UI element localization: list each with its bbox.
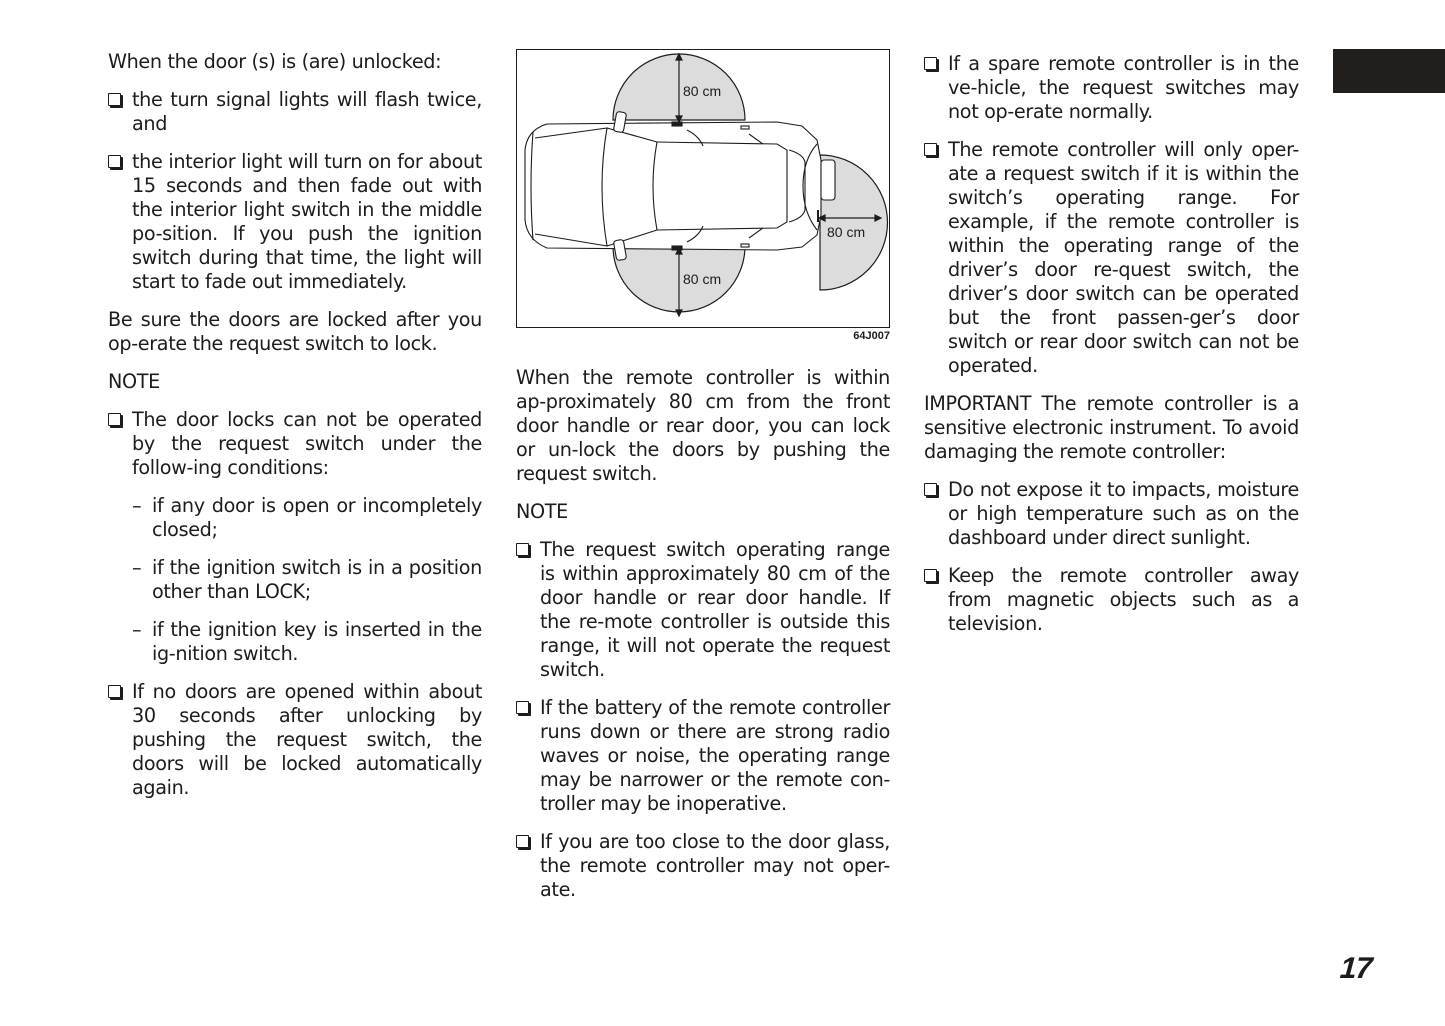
range-label-rear: 80 cm bbox=[827, 224, 866, 240]
page-number: 17 bbox=[1338, 952, 1373, 985]
column-2 bbox=[516, 366, 890, 916]
important-notice: IMPORTANT The remote controller is a sensitive electronic instrument. To avoid damaging the remote controller: bbox=[924, 392, 1299, 463]
list-item: The remote controller will only oper-ate a request switch if it is within the switch’s operating range. For example, if the remote controller is within the operating range of the driver’s door re-quest switch, the driver’s door switch can be operated but the front passen-ger’s door switch or rear door switch can not be operated. bbox=[924, 138, 1299, 378]
checkbox-bullet-icon bbox=[924, 483, 937, 496]
checkbox-bullet-icon bbox=[108, 413, 121, 426]
list-item: the interior light will turn on for about 15 seconds and then fade out with the interior light switch in the middle po-sition. If you push the ignition switch during that time, the light will start to fade out immediately. bbox=[108, 150, 482, 294]
dash-icon: – bbox=[132, 556, 142, 579]
car-top-view-illustration bbox=[517, 50, 889, 327]
checkbox-bullet-icon bbox=[516, 701, 529, 714]
list-item: If a spare remote controller is in the ve-hicle, the request switches may not op-erate normally. bbox=[924, 52, 1299, 124]
dash-icon: – bbox=[132, 618, 142, 641]
section-tab-marker bbox=[1333, 49, 1445, 93]
note-heading: NOTE bbox=[108, 370, 160, 393]
column-1 bbox=[108, 50, 482, 814]
checkbox-bullet-icon bbox=[924, 569, 937, 582]
list-item: Do not expose it to impacts, moisture or high temperature such as on the dashboard under direct sunlight. bbox=[924, 478, 1299, 550]
list-item: If the battery of the remote controller runs down or there are strong radio waves or noise, the operating range may be narrower or the remote con-troller may be inoperative. bbox=[516, 696, 890, 816]
checkbox-bullet-icon bbox=[108, 93, 121, 106]
range-intro: When the remote controller is within ap-proximately 80 cm from the front door handle or rear door, you can lock or un-lock the doors by pushing the request switch. bbox=[516, 366, 890, 485]
condition-item: – if any door is open or incompletely closed; bbox=[132, 494, 482, 541]
lock-reminder: Be sure the doors are locked after you op-erate the request switch to lock. bbox=[108, 308, 482, 355]
figure-code: 64J007 bbox=[853, 330, 890, 342]
list-item: The request switch operating range is within approximately 80 cm of the door handle or rear door handle. If the re-mote controller is outside this range, it will not operate the request switch. bbox=[516, 538, 890, 682]
checkbox-bullet-icon bbox=[924, 57, 937, 70]
unlock-intro: When the door (s) is (are) unlocked: bbox=[108, 50, 442, 73]
list-item: the turn signal lights will flash twice, and bbox=[108, 88, 482, 136]
checkbox-bullet-icon bbox=[516, 543, 529, 556]
list-item: If no doors are opened within about 30 seconds after unlocking by pushing the request switch, the doors will be locked automatically again. bbox=[108, 680, 482, 800]
list-item: The door locks can not be operated by the request switch under the follow-ing conditions: bbox=[108, 408, 482, 480]
dash-icon: – bbox=[132, 494, 142, 517]
checkbox-bullet-icon bbox=[108, 685, 121, 698]
checkbox-bullet-icon bbox=[108, 155, 121, 168]
checkbox-bullet-icon bbox=[516, 835, 529, 848]
condition-item: – if the ignition switch is in a position other than LOCK; bbox=[132, 556, 482, 603]
note-heading: NOTE bbox=[516, 500, 568, 523]
list-item: Keep the remote controller away from magnetic objects such as a television. bbox=[924, 564, 1299, 636]
column-3 bbox=[924, 52, 1299, 650]
door-range-diagram bbox=[516, 49, 890, 328]
condition-item: – if the ignition key is inserted in the ig-nition switch. bbox=[132, 618, 482, 665]
list-item: If you are too close to the door glass, the remote controller may not oper-ate. bbox=[516, 830, 890, 902]
checkbox-bullet-icon bbox=[924, 143, 937, 156]
range-label-top: 80 cm bbox=[683, 83, 722, 99]
range-label-bottom: 80 cm bbox=[683, 271, 722, 287]
